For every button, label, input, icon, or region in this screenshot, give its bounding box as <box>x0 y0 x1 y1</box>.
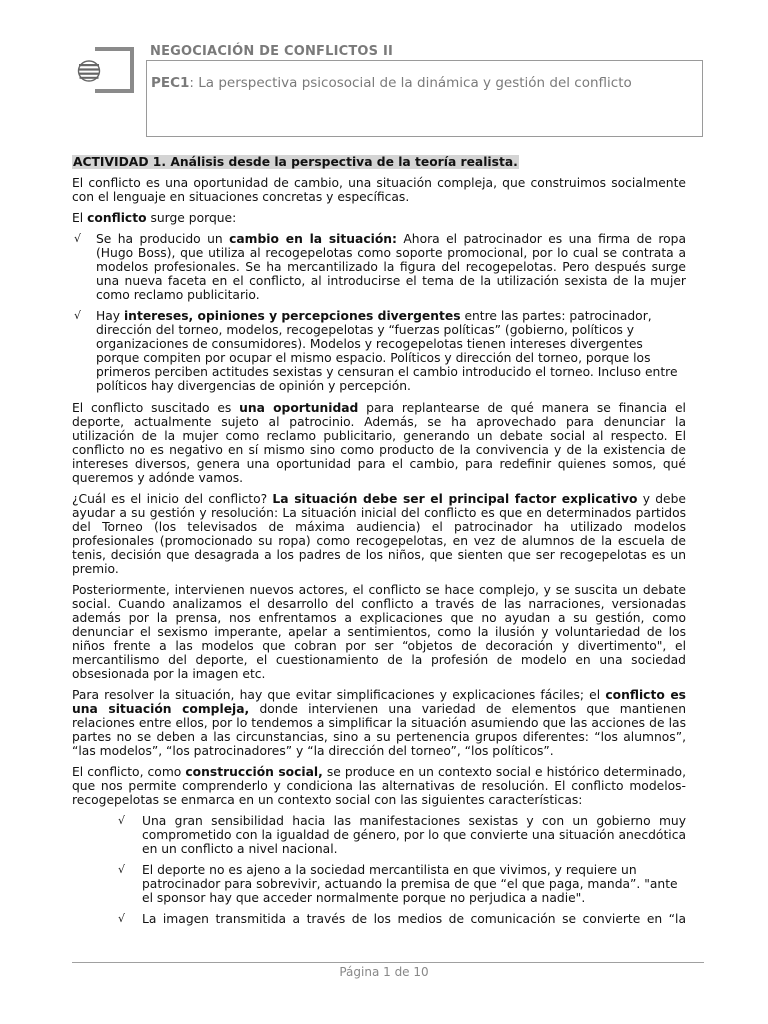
paragraph-development: Posteriormente, intervienen nuevos actores, el conflicto se hace complejo, y se suscita un debate social. Cuando analizamos el desarrollo del conflicto a través de las narraciones, versionadas además por la prensa, nos enfrentamos a explicaciones que no ayudan a su gestión, como denunciar el sexismo imperante, apelar a sentimientos, como la ilusión y voluntariedad de los niños frente a las modelos que cobran por ser “objetos de decoración y divertimento", el mercantilismo del deporte, el cuestionamiento de la profesión de modelo en una sociedad obsesionada por la imagen etc. <box>72 583 686 681</box>
list-item-text <box>96 309 686 393</box>
checkmark-icon: √ <box>118 912 126 925</box>
logo-frame-bottom <box>95 89 134 93</box>
bold-span: intereses, opiniones y percepciones divergentes <box>123 309 461 323</box>
bold-span: conflicto <box>87 211 147 225</box>
university-logo <box>88 47 134 93</box>
logo-frame-right <box>130 47 134 93</box>
bold-span: La situación debe ser el principal factor explicativo <box>272 492 638 506</box>
text-span: El conflicto suscitado es <box>72 401 240 415</box>
context-list-item-text: El deporte no es ajeno a la sociedad mercantilista en que vivimos, y requiere un patrocinador para sobrevivir, actuando la premisa de que “el que paga, manda”. "ante el sponsor hay que acceder normalmente porque no perjudica a nadie". <box>142 863 678 905</box>
text-span: y debe ayudar a su gestión y resolución: La situación inicial del conflicto es que en determinados partidos del Torneo (los televisados de máxima audiencia) el patrocinador ha utilizado modelos profesionales (promocionado su ropa) como recogepelotas, en vez de alumnos de la escuela de tenis, decisión que desagrada a los padres de los niños, que sienten que ser recogepelotas es un premio. <box>72 492 686 576</box>
text-span: Hay <box>96 309 124 323</box>
list-item-text <box>96 232 686 302</box>
pec-label: PEC1 <box>151 75 190 91</box>
paragraph-social-construction <box>72 765 686 807</box>
checkmark-icon: √ <box>74 309 82 322</box>
context-list-item <box>72 912 686 926</box>
pec-title: : La perspectiva psicosocial de la dinámica y gestión del conflicto <box>189 75 632 91</box>
text-span: El <box>72 211 88 225</box>
checkmark-icon: √ <box>74 232 82 245</box>
globe-logo-icon <box>77 60 101 82</box>
paragraph-complexity <box>72 688 686 758</box>
page-number: Página 1 de 10 <box>339 965 429 979</box>
text-span: Se ha producido un <box>96 232 230 246</box>
text-span: para replantearse de qué manera se financia el deporte, actualmente sujeto al patrocinio. Además, se ha aprovechado para denunciar la utilización de la mujer como reclamo publicitario, generando un debate social al respecto. El conflicto no es negativo en sí mismo sino como producto de la convivencia y de la existencia de intereses diversos, genera una oportunidad para el cambio, para redefinir quienes somos, qué queremos y adónde vamos. <box>72 401 686 485</box>
context-list-item-text: Una gran sensibilidad hacia las manifestaciones sexistas y con un gobierno muy comprometido con la igualdad de género, por lo que convierte una situación anecdótica en un conflicto a nivel nacional. <box>142 814 686 856</box>
text-span: El conflicto, como <box>72 765 186 779</box>
list-item <box>72 232 686 302</box>
checkmark-icon: √ <box>118 814 126 827</box>
assignment-title <box>151 75 632 91</box>
text-span: Ahora el patrocinador es una firma de ropa (Hugo Boss), que utiliza al recogepelotas como soporte promocional, por lo cual se contrata a modelos profesionales. Se ha mercantilizado la figura del recogepelotas. Pero después surge una nueva faceta en el conflicto, al introducirse el tema de la utilización sexista de la mujer como reclamo publicitario. <box>96 232 687 302</box>
checkmark-icon: √ <box>118 863 126 876</box>
text-span: se produce en un contexto social e histórico determinado, que nos permite comprenderlo y condiciona las alternativas de resolución. El conflicto modelos-recogepelotas se enmarca en un contexto social con las siguientes características: <box>72 765 686 807</box>
text-span: Para resolver la situación, hay que evitar simplificaciones y explicaciones fáciles; el <box>72 688 606 702</box>
bold-span: cambio en la situación: <box>229 232 397 246</box>
bold-span: una oportunidad <box>239 401 359 415</box>
list-item <box>72 309 686 393</box>
context-list-item <box>72 863 686 905</box>
paragraph-opportunity <box>72 401 686 485</box>
footer-rule <box>72 962 704 963</box>
logo-frame-top <box>95 47 134 51</box>
document-body <box>72 155 686 933</box>
activity-heading: ACTIVIDAD 1. Análisis desde la perspectiva de la teoría realista. <box>73 155 518 169</box>
header-box <box>146 60 703 137</box>
context-list-item-text: La imagen transmitida a través de los medios de comunicación se convierte en “la <box>142 912 686 926</box>
text-span: donde intervienen una variedad de elementos que mantienen relaciones entre ellos, por lo tendemos a simplificar la situación asumiendo que las acciones de las partes no se deben a las circunstancias, sino a su pertenencia grupos diferentes: “los alumnos”, “las modelos”, “los patrocinadores” y “la dirección del torneo”, “los políticos”. <box>72 702 686 758</box>
activity-heading-line <box>72 155 686 169</box>
course-title: NEGOCIACIÓN DE CONFLICTOS II <box>150 44 394 59</box>
context-list-item <box>72 814 686 856</box>
text-span: surge porque: <box>146 211 237 225</box>
text-span: ¿Cuál es el inicio del conflicto? <box>72 492 273 506</box>
paragraph-intro: El conflicto es una oportunidad de cambio, una situación compleja, que construimos socialmente con el lenguaje en situaciones concretas y específicas. <box>72 176 686 204</box>
bold-span: conflicto es una situación compleja, <box>72 688 686 716</box>
bold-span: construcción social, <box>185 765 323 779</box>
paragraph-conflict-arises <box>72 211 686 225</box>
text-span: entre las partes: patrocinador, dirección del torneo, modelos, recogepelotas y “fuerzas políticas” (gobierno, políticos y organizaciones de consumidores). Modelos y recogepelotas tienen intereses divergentes porque compiten por ocupar el mismo espacio. Políticos y dirección del torneo, porque los primeros perciben actitudes sexistas y censuran el cambio introducido el torneo. Incluso entre políticos hay divergencias de opinión y percepción. <box>96 309 678 393</box>
paragraph-origin <box>72 492 686 576</box>
